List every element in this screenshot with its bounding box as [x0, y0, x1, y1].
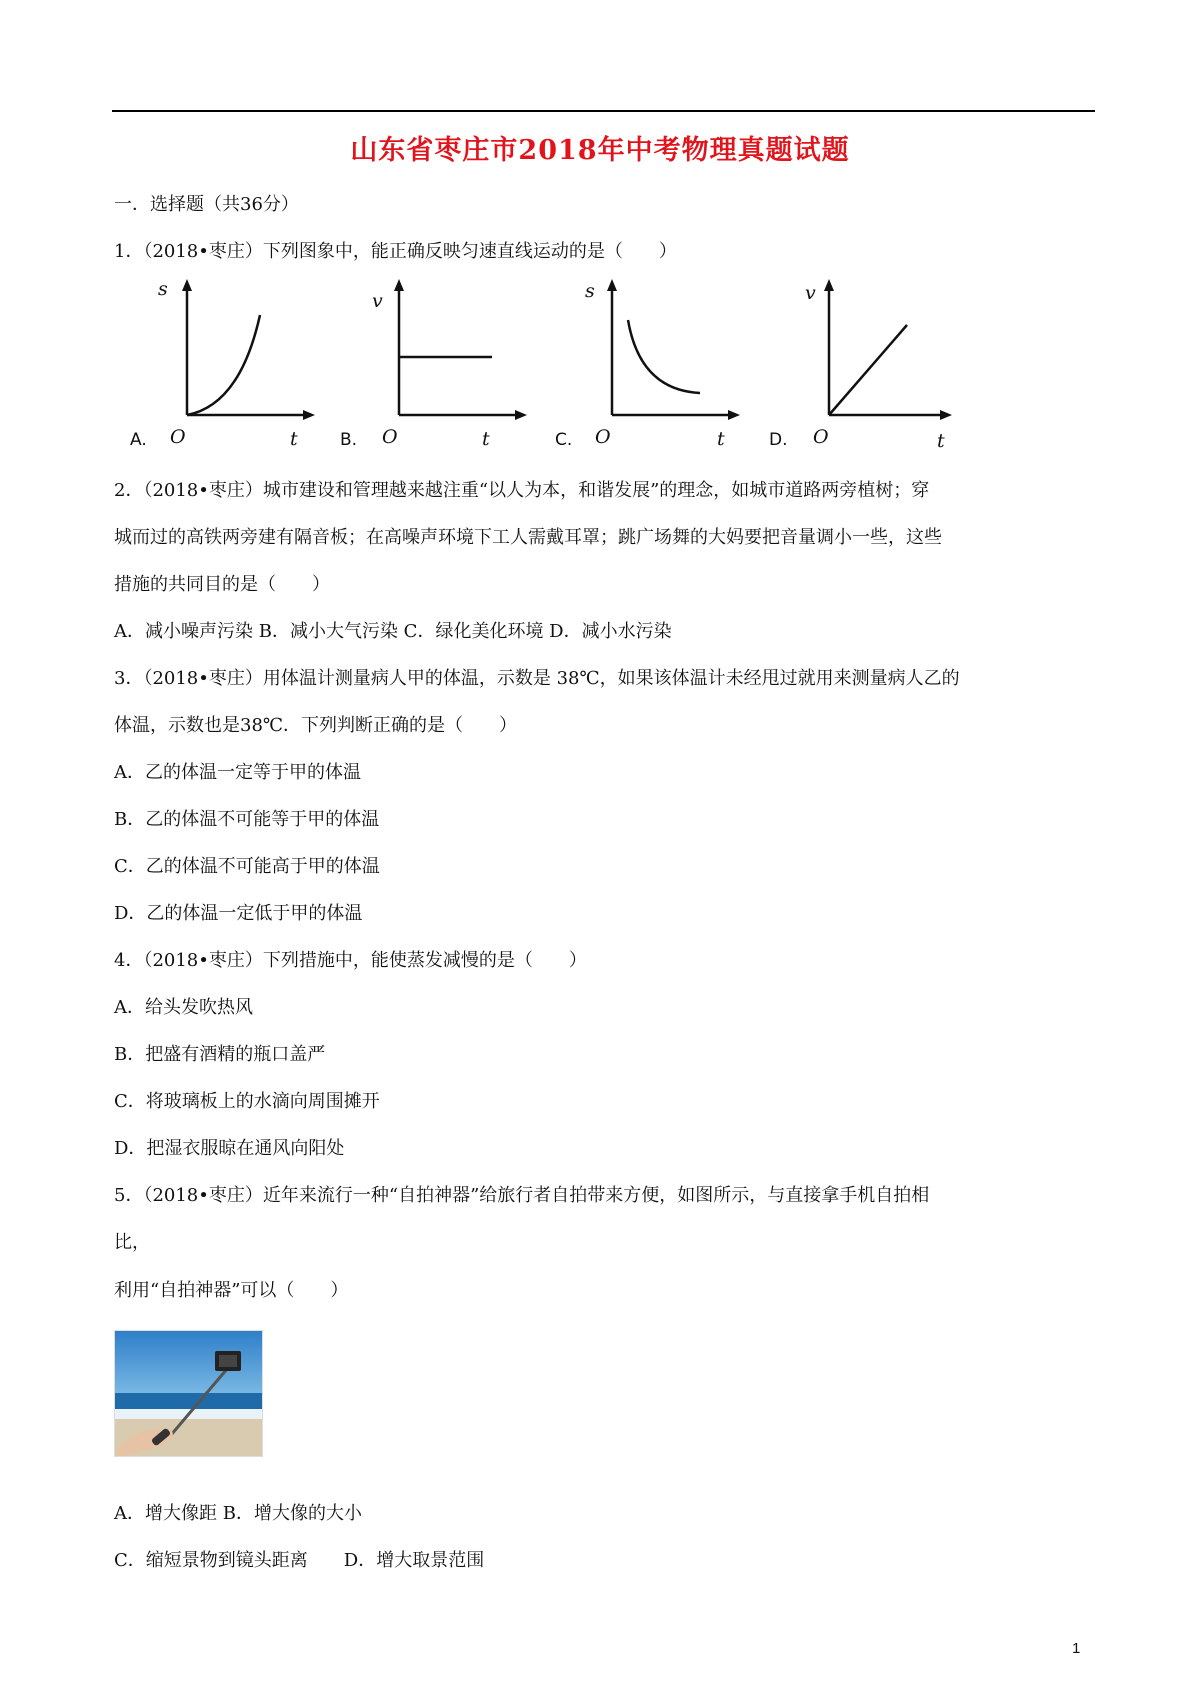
graph-b-y-axis: v [372, 290, 383, 312]
graph-b-origin: O [382, 426, 398, 448]
graph-d-y-axis: v [805, 282, 816, 304]
q5-line-2: 比， [114, 1232, 150, 1253]
q3-option-c: C．乙的体温不可能高于甲的体温 [114, 856, 380, 877]
q4-option-c: C．将玻璃板上的水滴向周围摊开 [114, 1091, 380, 1112]
q5-options-line-1: A．增大像距 B．增大像的大小 [114, 1503, 362, 1524]
q3-line-2: 体温，示数也是38℃．下列判断正确的是（ ） [114, 715, 518, 736]
graph-d-option: D. [769, 430, 788, 450]
graph-d-origin: O [813, 426, 829, 448]
graph-a-x-axis: t [290, 428, 298, 450]
graph-a-option: A. [130, 430, 147, 450]
page-title: 山东省枣庄市2018年中考物理真题试题 [350, 135, 850, 166]
q3-line-1: 3．（2018•枣庄）用体温计测量病人甲的体温，示数是 38℃，如果该体温计未经甩过就用来测量病人乙的 [114, 668, 960, 689]
q4-option-a: A．给头发吹热风 [114, 997, 253, 1018]
graph-c-option: C. [555, 430, 573, 450]
graph-a-y-axis: s [158, 278, 168, 300]
q1-stem: 1．（2018•枣庄）下列图象中，能正确反映匀速直线运动的是（ ） [114, 241, 677, 262]
q2-options: A．减小噪声污染 B．减小大气污染 C．绿化美化环境 D．减小水污染 [114, 621, 672, 642]
graph-c-y-axis: s [585, 280, 595, 302]
graph-c [545, 275, 745, 454]
q2-line-2: 城而过的高铁两旁建有隔音板；在高噪声环境下工人需戴耳罩；跳广场舞的大妈要把音量调小一些，这些 [114, 527, 942, 548]
page-number: 1 [1072, 1640, 1081, 1657]
graph-d-x-axis: t [937, 430, 945, 452]
q4-stem: 4．（2018•枣庄）下列措施中，能使蒸发减慢的是（ ） [114, 950, 587, 971]
graph-b-option: B. [340, 430, 358, 450]
graph-a [120, 275, 320, 454]
q5-line-1: 5．（2018•枣庄）近年来流行一种“自拍神器”给旅行者自拍带来方便，如图所示，与直接拿手机自拍相 [114, 1185, 930, 1206]
graph-d [757, 275, 957, 454]
graph-c-x-axis: t [717, 428, 725, 450]
q4-option-b: B．把盛有酒精的瓶口盖严 [114, 1044, 326, 1065]
graph-b [332, 275, 532, 454]
q2-line-3: 措施的共同目的是（ ） [114, 574, 330, 595]
q3-option-a: A．乙的体温一定等于甲的体温 [114, 762, 361, 783]
selfie-stick-photo [114, 1330, 263, 1457]
graph-b-x-axis: t [482, 428, 490, 450]
graph-a-origin: O [170, 426, 186, 448]
q4-option-d: D．把湿衣服晾在通风向阳处 [114, 1138, 345, 1159]
q5-options-line-2: C．缩短景物到镜头距离 D．增大取景范围 [114, 1550, 485, 1571]
q5-line-3: 利用“自拍神器”可以（ ） [114, 1280, 349, 1301]
graph-c-origin: O [595, 426, 611, 448]
q3-option-b: B．乙的体温不可能等于甲的体温 [114, 809, 380, 830]
q2-line-1: 2．（2018•枣庄）城市建设和管理越来越注重“以人为本，和谐发展”的理念，如城市道路两旁植树；穿 [114, 480, 930, 501]
q3-option-d: D．乙的体温一定低于甲的体温 [114, 903, 363, 924]
section-heading: 一．选择题（共36分） [114, 194, 299, 215]
header-rule [112, 110, 1095, 112]
